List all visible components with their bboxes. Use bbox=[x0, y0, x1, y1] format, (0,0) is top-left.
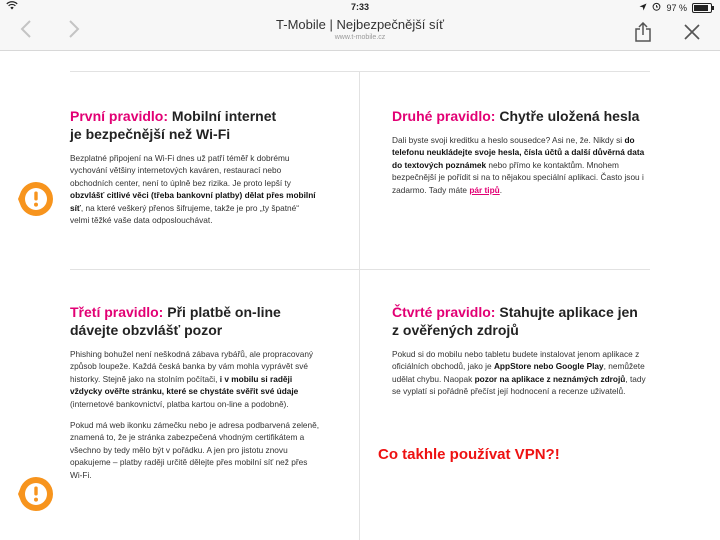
warning-icon bbox=[12, 476, 58, 512]
rule-title-line2: dávejte obzvlášť pozor bbox=[70, 322, 223, 338]
rule-body-text: Phishing bohužel není neškodná zábava rybářů, ale propracovaný způsob loupeže. Každá česká banka by vám mohla vyprávět své historky. Stejně jako na stolním počítači, bbox=[70, 349, 314, 384]
page-title: T-Mobile | Nejbezpečnější síť bbox=[276, 17, 444, 32]
rule-body bbox=[70, 348, 320, 410]
status-time: 7:33 bbox=[350, 2, 369, 12]
divider-middle bbox=[70, 269, 650, 270]
battery-percent: 97 % bbox=[666, 2, 687, 13]
rule-prefix: Čtvrté pravidlo: bbox=[392, 304, 496, 320]
rule-title-line1: Chytře uložená hesla bbox=[499, 108, 640, 124]
battery-icon bbox=[692, 3, 712, 13]
divider-vertical bbox=[359, 71, 360, 540]
rule-prefix: První pravidlo: bbox=[70, 108, 169, 124]
rule-title-line1: Stahujte aplikace jen bbox=[499, 304, 638, 320]
rule-heading bbox=[70, 107, 320, 143]
vpn-caption: Co takhle používat VPN?! bbox=[378, 446, 560, 463]
rule-body bbox=[70, 152, 320, 226]
rule-card-3 bbox=[70, 303, 320, 481]
rule-body-text: Pokud si do mobilu nebo tabletu budete instalovat jenom aplikace z oficiálních obchodů, jako je bbox=[392, 349, 640, 372]
rule-title-line2: je bezpečnější než Wi-Fi bbox=[70, 126, 231, 142]
rule-prefix: Druhé pravidlo: bbox=[392, 108, 496, 124]
rule-body-text: (internetové bankovnictví, platba kartou on-line a podobně). bbox=[70, 398, 289, 409]
location-arrow-icon bbox=[639, 3, 647, 13]
browser-nav-bar bbox=[0, 14, 720, 51]
share-icon bbox=[634, 22, 652, 42]
rule-body-text: , tady se vyplatí si pořádně přečíst její hodnocení a recenze uživatelů. bbox=[392, 373, 646, 397]
rule-heading bbox=[392, 107, 652, 125]
rule-heading bbox=[392, 303, 654, 339]
rule-body-text: Bezplatné připojení na Wi-Fi dnes už patří téměř k dobrému vychování většiny internetových kaváren, restaurací nebo obchodních center, není to úplně bez rizika. Je proto lepší ty bbox=[70, 153, 291, 188]
rule-title-line1: Při platbě on-line bbox=[167, 304, 281, 320]
rule-heading bbox=[70, 303, 320, 339]
close-icon bbox=[683, 23, 701, 41]
status-bar bbox=[0, 0, 720, 14]
warning-icon bbox=[12, 181, 58, 217]
rule-body bbox=[392, 134, 652, 196]
tips-link[interactable]: pár tipů bbox=[469, 184, 500, 195]
page-content bbox=[0, 51, 720, 540]
rule-body-bold: pozor na aplikace z neznámých zdrojů bbox=[474, 373, 626, 384]
rule-body-text: Dali byste svoji kreditku a heslo sousedce? Asi ne, že. Nikdy si bbox=[392, 135, 625, 145]
rule-body-bold: AppStore nebo Google Play bbox=[493, 361, 604, 372]
page-url[interactable]: www.t-mobile.cz bbox=[334, 34, 386, 41]
divider-top bbox=[70, 71, 650, 72]
rule-card-2 bbox=[392, 107, 652, 196]
rule-body bbox=[392, 348, 654, 398]
rule-body-bold: do telefonu neukládejte svoje hesla, čísla účtů a další důvěrná data do textových poznámek bbox=[392, 135, 645, 170]
rule-body-text: . bbox=[499, 184, 503, 195]
rule-body-text: , na které veškerý přenos šifrujeme, takže je pro „ty špatné“ velmi těžké vaše data odposlouchávat. bbox=[70, 202, 300, 226]
rule-prefix: Třetí pravidlo: bbox=[70, 304, 164, 320]
rule-body-text: , nemůžete udělat chybu. Naopak bbox=[392, 361, 645, 384]
rule-card-4 bbox=[392, 303, 654, 398]
rule-body-text: nebo přímo ke kontaktům. Mnohem bezpečnější je pořídit si na to nějakou speciální aplikaci. Často jsou i zadarmo. Tady máte bbox=[392, 159, 644, 195]
share-button[interactable] bbox=[634, 22, 652, 42]
rule-card-1 bbox=[70, 107, 320, 226]
rule-body-2: Pokud má web ikonku zámečku nebo je adresa podbarvená zeleně, znamená to, že je stránka zabezpečená vhodným certifikátem a všechno by tedy mělo být v pořádku. A jen pro jistotu znovu opakujeme – platby raději určitě dělejte přes mobilní síť než přes Wi-Fi. bbox=[70, 420, 320, 480]
rule-body-bold: obzvlášť citlivé věci (třeba bankovní platby) dělat přes mobilní síť bbox=[70, 190, 316, 213]
close-button[interactable] bbox=[683, 23, 701, 41]
rule-title-line1: Mobilní internet bbox=[171, 108, 277, 124]
alarm-clock-icon bbox=[652, 2, 661, 13]
rule-body-bold: i v mobilu si raději vždycky ověřte stránku, které se chystáte svěřit své údaje bbox=[70, 373, 299, 397]
rule-title-line2: z ověřených zdrojů bbox=[392, 322, 519, 338]
